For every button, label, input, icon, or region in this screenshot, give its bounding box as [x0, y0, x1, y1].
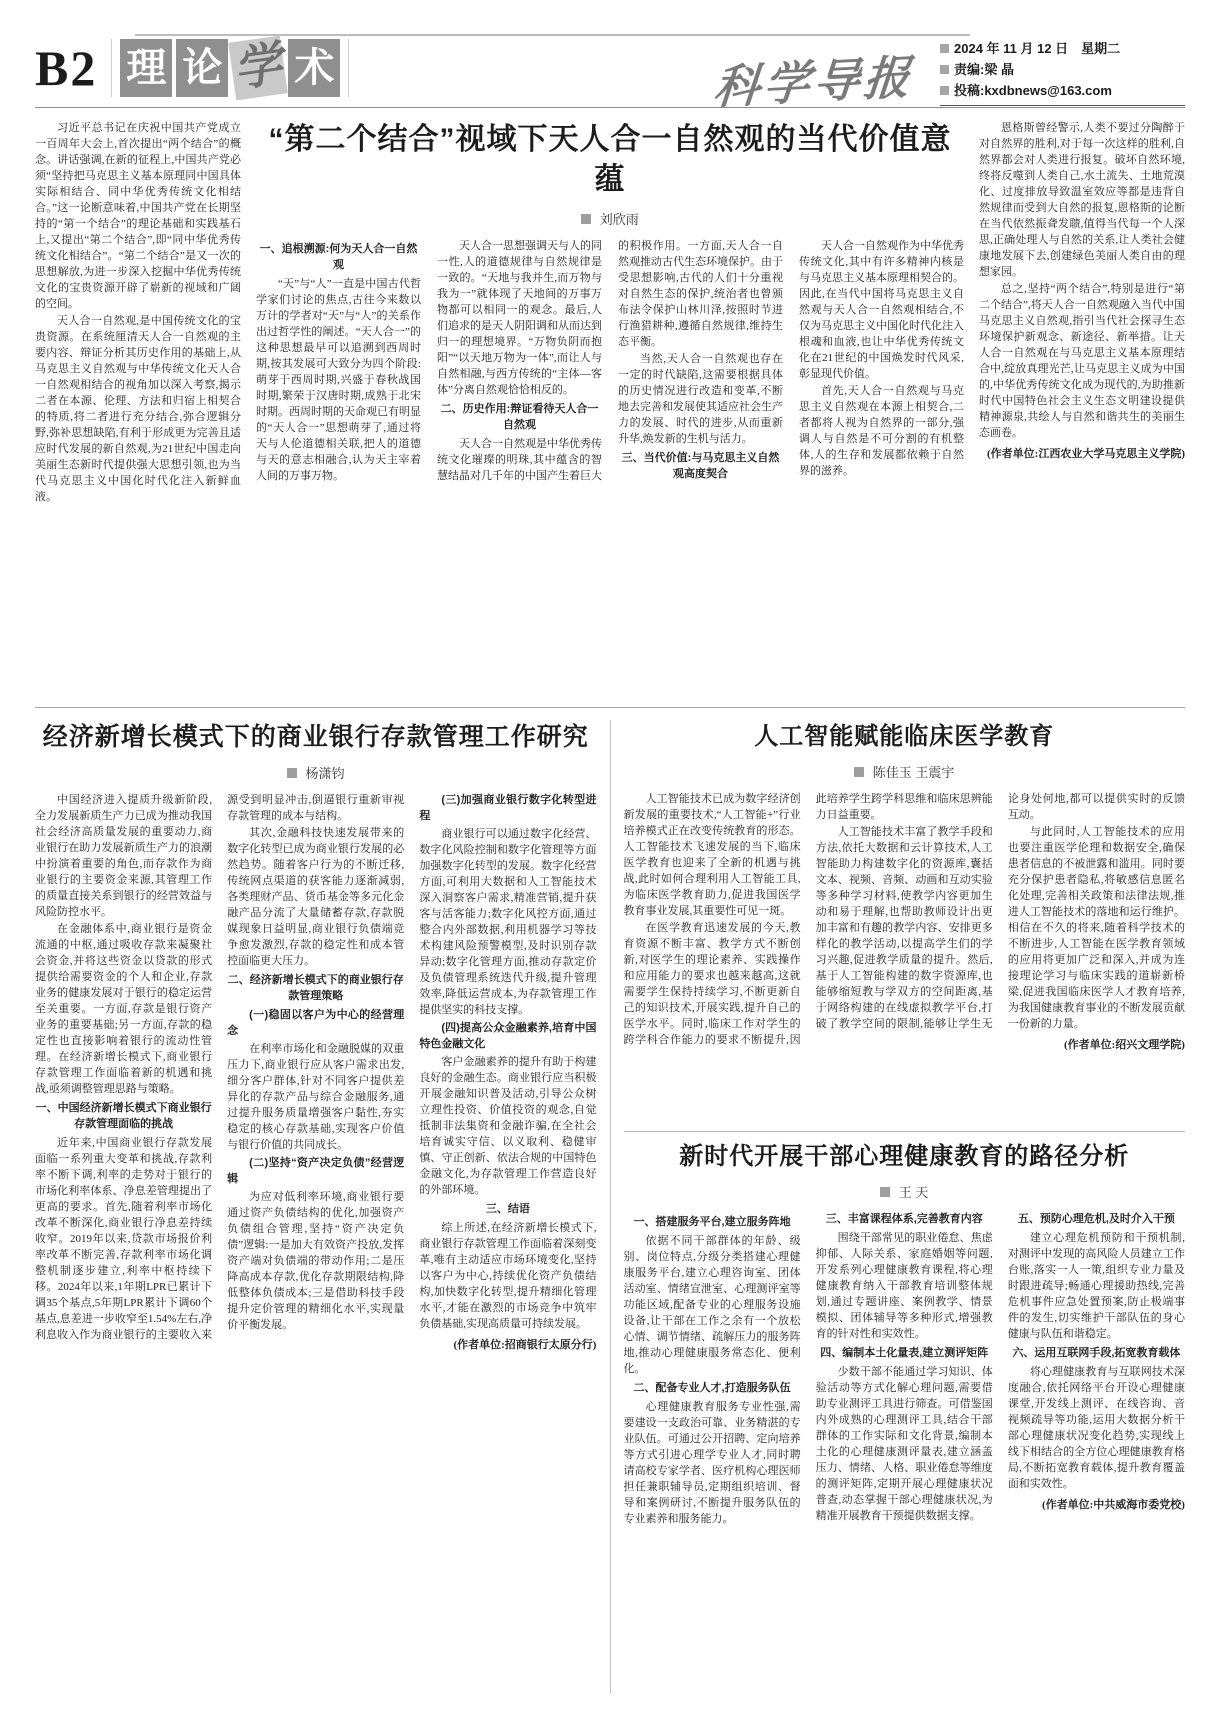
- header-top-rule: [135, 34, 970, 36]
- article-block: (作者单位:绍兴文理学院): [1063, 1039, 1185, 1051]
- author-name: 刘欣雨: [599, 212, 639, 227]
- article-block: 人工智能技术丰富了教学手段和方法,依托大数据和云计算技术,人工智能助力构建数字化的资源库,囊括文本、视频、音频、动画和互动实验等多种学习材料,使教学内容更加生动和易于理解,也帮助教师设计出更加丰富和有趣的教学内容、安排更多样化的教学活动,以提高学生们的学习兴趣,促进教学质量的提升。然后,基于人工智能构建的数字资源库,也能够缩短教与学双方的空间距离,基于网络构建的在线虚拟教学平台,打破了教学空间的限制,能够让学生无论身处何地,都可以提供实时的反馈互动。: [815, 793, 1185, 1030]
- lead-article: [35, 108, 1185, 708]
- article-block: 恩格斯曾经警示,人类不要过分陶醉于对自然界的胜利,对于每一次这样的胜利,自然界都会对人类进行报复。破坏自然环境,终将反噬到人类自己,水土流失、土地荒漠化、过度排放导致温室效应等都是违背自然规律而受到大自然的报复,恩格斯的论断在当代依然振聋发聩,值得当代每一个人深思,正确处理人与自然的关系,让人类社会健康地发展下去,创建绿色美丽人类自由的理想家园。: [979, 122, 1185, 278]
- article-block: 四、编制本土化量表,建立测评矩阵: [820, 1347, 989, 1359]
- ai-article-byline: [624, 762, 1186, 781]
- bullet-icon: [940, 44, 949, 53]
- article-psychology: [624, 1140, 1186, 1691]
- author-name: 王 天: [898, 1185, 929, 1200]
- article-block: 一、中国经济新增长模式下商业银行存款管理面临的挑战: [35, 1102, 212, 1130]
- bullet-icon: [940, 65, 949, 74]
- article-block: 围绕干部常见的职业倦怠、焦虑抑郁、人际关系、家庭婚姻等问题,开发系列心理健康教育课程,将心理健康教育纳入干部教育培训整体规划,通过专题讲座、案例教学、情景模拟、团体辅导等多种形式,增强教育的针对性和实效性。: [815, 1232, 993, 1340]
- article-block: 依据不同干部群体的年龄、级别、岗位特点,分级分类搭建心理健康服务平台,建立心理咨询室、团体活动室、情绪宣泄室、心理测评室等功能区域,配备专业的心理服务设施设备,让干部在工作之余有一个放松心情、调节情绪、疏解压力的服务阵地,推动心理健康服务常态化、便利化。: [623, 1235, 801, 1375]
- article-block: 五、预防心理危机,及时介入干预: [1017, 1213, 1175, 1225]
- article-block: 二、配备专业人才,打造服务队伍: [633, 1382, 791, 1394]
- article-block: 一、追根溯源:何为天人合一自然观: [259, 243, 418, 271]
- article-block: 综上所述,在经济新增长模式下,商业银行存款管理工作面临着深刻变革,唯有主动适应市场环境变化,坚持以客户为中心,持续优化资产负债结构,加快数字化转型,提升精细化管理水平,才能在激烈的市场竞争中筑牢负债基础,实现高质量可持续发展。: [419, 1222, 597, 1330]
- section-logo: [111, 39, 349, 97]
- article-block: (作者单位:中共威海市委党校): [1041, 1499, 1185, 1511]
- article-block: 人工智能技术已成为数字经济创新发展的重要技术,“人工智能+”行业培养模式正在改变传统教育的形态。人工智能技术飞速发展的当下,临床医学教育也迎来了全新的机遇与挑战,此时如何合理利用人工智能工具,为临床医学教育助力,促进我国医学教育事业发展,其重要性可见一斑。: [623, 793, 801, 917]
- lead-left-column: [35, 120, 241, 695]
- editor-line: [940, 59, 1185, 80]
- article-block: 三、丰富课程体系,完善教育内容: [825, 1213, 983, 1225]
- article-block: 一、搭建服务平台,建立服务阵地: [633, 1216, 791, 1228]
- psy-article-byline: [624, 1182, 1186, 1201]
- article-block: 天人合一自然观,是中国传统文化的宝贵资源。在系统厘清天人合一自然观的主要内容、辩证分析其历史作用的基础上,从马克思主义自然观与中华传统文化天人合一自然观相结合的视角加以深入考察,揭示二者在本源、伦理、方法和归宿上相契合的特质,将二者进行充分结合,弥合逻辑分野,弥补思想缺陷,有利于形成更为完善且适应时代发展的新自然观,为21世纪中国走向美丽生态新时代提供强大思想引领,也为当代马克思主义中国化时代化注入新鲜血液。: [35, 315, 241, 503]
- article-block: 为应对低利率环境,商业银行要通过资产负债结构的优化,加强资产负债组合管理,坚持“资产决定负债”逻辑:一是加大有效资产投放,发挥资产端对负债端的带动作用;二是压降高成本存款,优化存款期限结构,降低整体负债成本;三是借助科技手段提升定价管理的精细化水平,实现量价平衡发展。: [227, 1191, 405, 1331]
- article-block: (三)加强商业银行数字化转型进程: [419, 794, 597, 822]
- vertical-divider: [610, 720, 611, 1693]
- article-block: 其次,金融科技快速发展带来的数字化转型已成为商业银行发展的必然趋势。随着客户行为的不断迁移,传统网点渠道的获客能力逐渐减弱,各类理财产品、货币基金等多元化金融产品分流了大量储蓄存款,存款脱媒现象日益明显,商业银行负债端竞争愈发激烈,存款的稳定性和成本管控面临更大压力。: [227, 827, 405, 967]
- article-block: 天人合一自然观作为中华优秀传统文化,其中有许多精神内核是与马克思主义基本原理相契合的。因此,在当代中国将马克思主义自然观与天人合一自然观相结合,不仅为马克思主义中国化时代化注入根魂和血液,也让中华优秀传统文化在21世纪的中国焕发时代风采,彰显现代价值。: [799, 240, 964, 380]
- author-name: 陈佳玉 王震宇: [872, 765, 955, 780]
- article-block: (作者单位:招商银行太原分行): [453, 1339, 597, 1351]
- page-number: B2: [35, 40, 98, 96]
- article-block: 商业银行可以通过数字化经营、数字化风险控制和数字化管理等方面加强数字化转型的发展。数字化经营方面,可利用大数据和人工智能技术深入洞察客户需求,精准营销,提升获客与活客能力;数字化风控方面,通过整合内外部数据,利用机器学习等技术构建风险预警模型,及时识别存款异动;数字化管理方面,推动存款定价及负债管理系统迭代升级,提升管理效率,降低运营成本,为存款管理工作提供坚实的科技支撑。: [419, 828, 597, 1016]
- article-block: 近年来,中国商业银行存款发展面临一系列重大变革和挑战,存款利率不断下调,利率的走势对于银行的市场化利率体系、净息差管理提出了更高的要求。首先,随着利率市场化改革不断深化,商业银行净息差持续收窄。2019年以来,贷款市场报价利率改革不断完善,存款利率市场化调整机制逐步建立,利率中枢持续下移。2024年以来,1年期LPR已累计下调35个基点,5年期LPR累计下调60个基点,息差进一步收窄至1.54%左右,净利息收入作为商业银行的主要收入来源受到明显冲击,倒逼银行重新审视存款管理的成本与结构。: [35, 794, 405, 1341]
- logo-char-1: 理: [120, 39, 172, 97]
- article-block: 三、当代价值:与马克思主义自然观高度契合: [621, 452, 780, 480]
- article-block: 天人合一自然观是中华优秀传统文化璀璨的明珠,其中蕴含的智慧结晶对几千年的中国产生着巨大的积极作用。一方面,天人合一自然观推动古代生态环境保护。由于受思想影响,古代的人们十分重视对自然生态的保护,统治者也曾颁布法令保护山林川泽,按照时节进行渔猎耕种,遵循自然规律,维持生态平衡。: [437, 240, 783, 482]
- bank-article-byline: [35, 763, 597, 782]
- date-line: [940, 38, 1185, 59]
- submission-text: 投稿:kxdbnews@163.com: [954, 83, 1112, 98]
- byline-square-icon: [854, 767, 864, 777]
- article-block: 将心理健康教育与互联网技术深度融合,依托网络平台开设心理健康课堂,开发线上测评、在线咨询、音视频疏导等功能,运用大数据分析干部心理健康状况变化趋势,实现线上线下相结合的全方位心理健康教育格局,不断拓宽教育载体,提升教育覆盖面和实效性。: [1007, 1366, 1185, 1490]
- byline-square-icon: [287, 768, 297, 778]
- article-block: 中国经济进入提质升级新阶段,全力发展新质生产力已成为推动我国社会经济高质量发展的重要动力,商业银行在助力发展新质生产力的浪潮中扮演着重要的角色,而存款作为商业银行的主要资金来源,其管理工作的质量直接关系到银行的经营效益与风险防控水平。: [35, 794, 213, 918]
- masthead: 科学导报: [711, 51, 916, 114]
- article-block: 二、经济新增长模式下的商业银行存款管理策略: [227, 974, 404, 1002]
- article-block: 与此同时,人工智能技术的应用也要注重医学伦理和数据安全,确保患者信息的不被泄露和滥用。同时要充分保护患者隐私,将敏感信息匿名化处理,完善相关政策和法律法规,推进人工智能技术的落地和运行维护。相信在不久的将来,随着科学技术的不断进步,人工智能在医学教育领域的应用将更加广泛和深入,并成为连接理论学习与临床实践的道崭新桥梁,促进我国临床医学人才教育培养,为我国健康教育事业的不断发展贡献一份新的力量。: [1007, 826, 1185, 1030]
- article-block: (一)稳固以客户为中心的经营理念: [227, 1009, 405, 1037]
- article-block: 少数干部不能通过学习知识、体验活动等方式化解心理问题,需要借助专业测评工具进行筛查。可借鉴国内外成熟的心理测评工具,结合干部群体的工作实际和文化背景,编制本土化的心理健康测评量表,建立涵盖压力、情绪、人格、职业倦怠等维度的测评矩阵,定期开展心理健康状况普查,动态掌握干部心理健康状况,为精准开展教育干预提供数据支撑。: [815, 1366, 993, 1522]
- article-block: 心理健康教育服务专业性强,需要建设一支政治可靠、业务精湛的专业队伍。可通过公开招聘、定向培养等方式引进心理学专业人才,同时聘请高校专家学者、医疗机构心理医师担任兼职辅导员,定期组织培训、督导和案例研讨,不断提升服务队伍的专业素养和服务能力。: [623, 1401, 801, 1525]
- article-ai: [624, 720, 1186, 1132]
- lead-right-column: [979, 120, 1185, 695]
- article-block: 在医学教育迅速发展的今天,教育资源不断丰富、教学方式不断创新,对医学生的理论素养、实践操作和应用能力的要求也越来越高,这就需要学生保持持续学习,不断更新自己的知识技术,开展实践,提升自己的医学水平。同时,临床工作对学生的跨学科合作能力的要求不断提升,因此培养学生跨学科思维和临床思辨能力日益重要。: [623, 793, 993, 1046]
- author-name: 杨潇钧: [305, 766, 345, 781]
- psy-article-columns: [624, 1211, 1186, 1691]
- psy-article-title: 新时代开展干部心理健康教育的路径分析: [679, 1143, 1130, 1170]
- logo-char-2: 论: [176, 39, 228, 97]
- article-block: 建立心理危机预防和干预机制,对测评中发现的高风险人员建立工作台账,落实一人一策,组织专业力量及时跟进疏导;畅通心理援助热线,完善危机事件应急处置预案,防止极端事件的发生,切实维护干部队伍的身心健康与队伍和谐稳定。: [1007, 1232, 1185, 1340]
- article-block: 习近平总书记在庆祝中国共产党成立一百周年大会上,首次提出“两个结合”的概念。讲话强调,在新的征程上,中国共产党必须“坚持把马克思主义基本原理同中国具体实际相结合、同中华优秀传统文化相结合。”这一论断意味着,中国共产党在长期坚持的“第一个结合”的理论基础和实践基石上,又提出“第二个结合”,即“同中华优秀传统文化相结合”。“第二个结合”是又一次的思想解放,为进一步深入挖掘中华优秀传统文化的宝贵资源开辟了崭新的视域和广阔的空间。: [35, 122, 241, 310]
- bank-article-title: 经济新增长模式下的商业银行存款管理工作研究: [42, 723, 589, 751]
- article-block: 六、运用互联网手段,拓宽教育载体: [1012, 1347, 1181, 1359]
- logo-char-3: 学: [229, 36, 289, 101]
- article-block: 客户金融素养的提升有助于构建良好的金融生态。商业银行应当积极开展金融知识普及活动,引导公众树立理性投资、价值投资的观念,自觉抵制非法集资和金融诈骗,在全社会培育诚实守信、以义取利、稳健审慎、守正创新、依法合规的中国特色金融文化,为存款管理工作营造良好的外部环境。: [419, 1056, 597, 1196]
- editor-text: 责编:梁 晶: [954, 62, 1014, 77]
- page-header: [35, 22, 1185, 114]
- ai-article-columns: [624, 791, 1186, 1121]
- header-info-box: [940, 38, 1185, 106]
- article-block: 三、结语: [485, 1203, 530, 1215]
- article-block: 当然,天人合一自然观也存在一定的时代缺陷,这需要根据具体的历史情况进行改造和变革,不断地去完善和发展使其适应社会生产力的发展、时代的进步,从而重新升华,焕发新的生机与活力。: [618, 353, 783, 445]
- article-block: (四)提高公众金融素养,培育中国特色金融文化: [419, 1022, 597, 1050]
- byline-square-icon: [581, 214, 591, 224]
- article-block: 首先,天人合一自然观与马克思主义自然观在本源上相契合,二者都将人视为自然界的一部分,强调人与自然是不可分割的有机整体,人的生存和发展都依赖于自然界的滋养。: [799, 385, 964, 477]
- article-bank: [35, 720, 597, 1693]
- article-block: 天人合一思想强调天与人的同一性,人的道德规律与自然规律是一致的。“天地与我并生,而万物与我为一”就体现了天地间的万事万物都可以相同一的观念。最后,人们追求的是天人阴阳调和从而达到归一的理想境界。“万物负阴而抱阳”“以天地万物为一体”,而让人与自然相融,与西方传统的“主体—客体”分离自然观恰恰相反的。: [437, 240, 602, 396]
- article-block: (二)坚持“资产决定负债”经营逻辑: [227, 1157, 405, 1185]
- date-text: 2024 年 11 月 12 日 星期二: [954, 41, 1121, 56]
- article-block: 在利率市场化和金融脱媒的双重压力下,商业银行应从客户需求出发,细分客户群体,针对不同客户提供差异化的存款产品与综合金融服务,通过提升服务质量增强客户黏性,夯实稳定的核心存款基础,实现客户价值与银行价值的共同成长。: [227, 1043, 405, 1151]
- lead-article-title: “第二个结合”视域下天人合一自然观的当代价值意蕴: [268, 123, 952, 196]
- logo-char-4: 术: [288, 39, 340, 97]
- bullet-icon: [940, 86, 949, 95]
- ai-article-title: 人工智能赋能临床医学教育: [754, 723, 1055, 750]
- article-block: 二、历史作用:辩证看待天人合一自然观: [440, 403, 599, 431]
- article-block: 在金融体系中,商业银行是资金流通的中枢,通过吸收存款来凝聚社会资金,并将这些资金以贷款的形式提供给需要资金的个人和企业,存款业务的健康发展对于银行的稳定运营至关重要。一方面,存款是银行资产业务的重要基础;另一方面,存款的稳定性也直接影响着银行的流动性管理。在经济新增长模式下,商业银行存款管理工作面临着新的机遇和挑战,亟须调整管理思路与策略。: [35, 923, 213, 1095]
- bank-article-columns: [35, 792, 597, 1672]
- lead-article-byline: [256, 209, 964, 228]
- article-block: (作者单位:江西农业大学马克思主义学院): [987, 448, 1185, 460]
- submission-line: [940, 80, 1185, 101]
- article-block: 总之,坚持“两个结合”,特别是进行“第二个结合”,将天人合一自然观融入当代中国马克思主义自然观,指引当代社会探寻生态环境保护新观念、新途径、新举措。让天人合一自然观在与马克思主义基本原理结合中,绽放真理光芒,让马克思主义成为中国的,中华优秀传统文化成为现代的,为助推新时代中国特色社会主义生态文明建设提供精神源泉,共绘人与自然和谐共生的美丽生态画卷。: [979, 283, 1185, 439]
- lead-center-columns: [256, 238, 964, 695]
- byline-square-icon: [880, 1187, 890, 1197]
- article-block: “天”与“人”一直是中国古代哲学家们讨论的焦点,古往今来数以万计的学者对“天”与“人”的关系作出过哲学性的阐述。“天人合一”的这种思想最早可以追溯到西周时期,按其发展可大致分为四个阶段:萌芽于西周时期,兴盛于春秋战国时期,繁荣于汉唐时期,成熟于北宋时期。西周时期的天命观已有明显的“天人合一”思想萌芽了,通过将天与人伦道德相关联,把人的道德与天的意志相融合,认为天主宰着人间的万事万物。: [256, 278, 421, 482]
